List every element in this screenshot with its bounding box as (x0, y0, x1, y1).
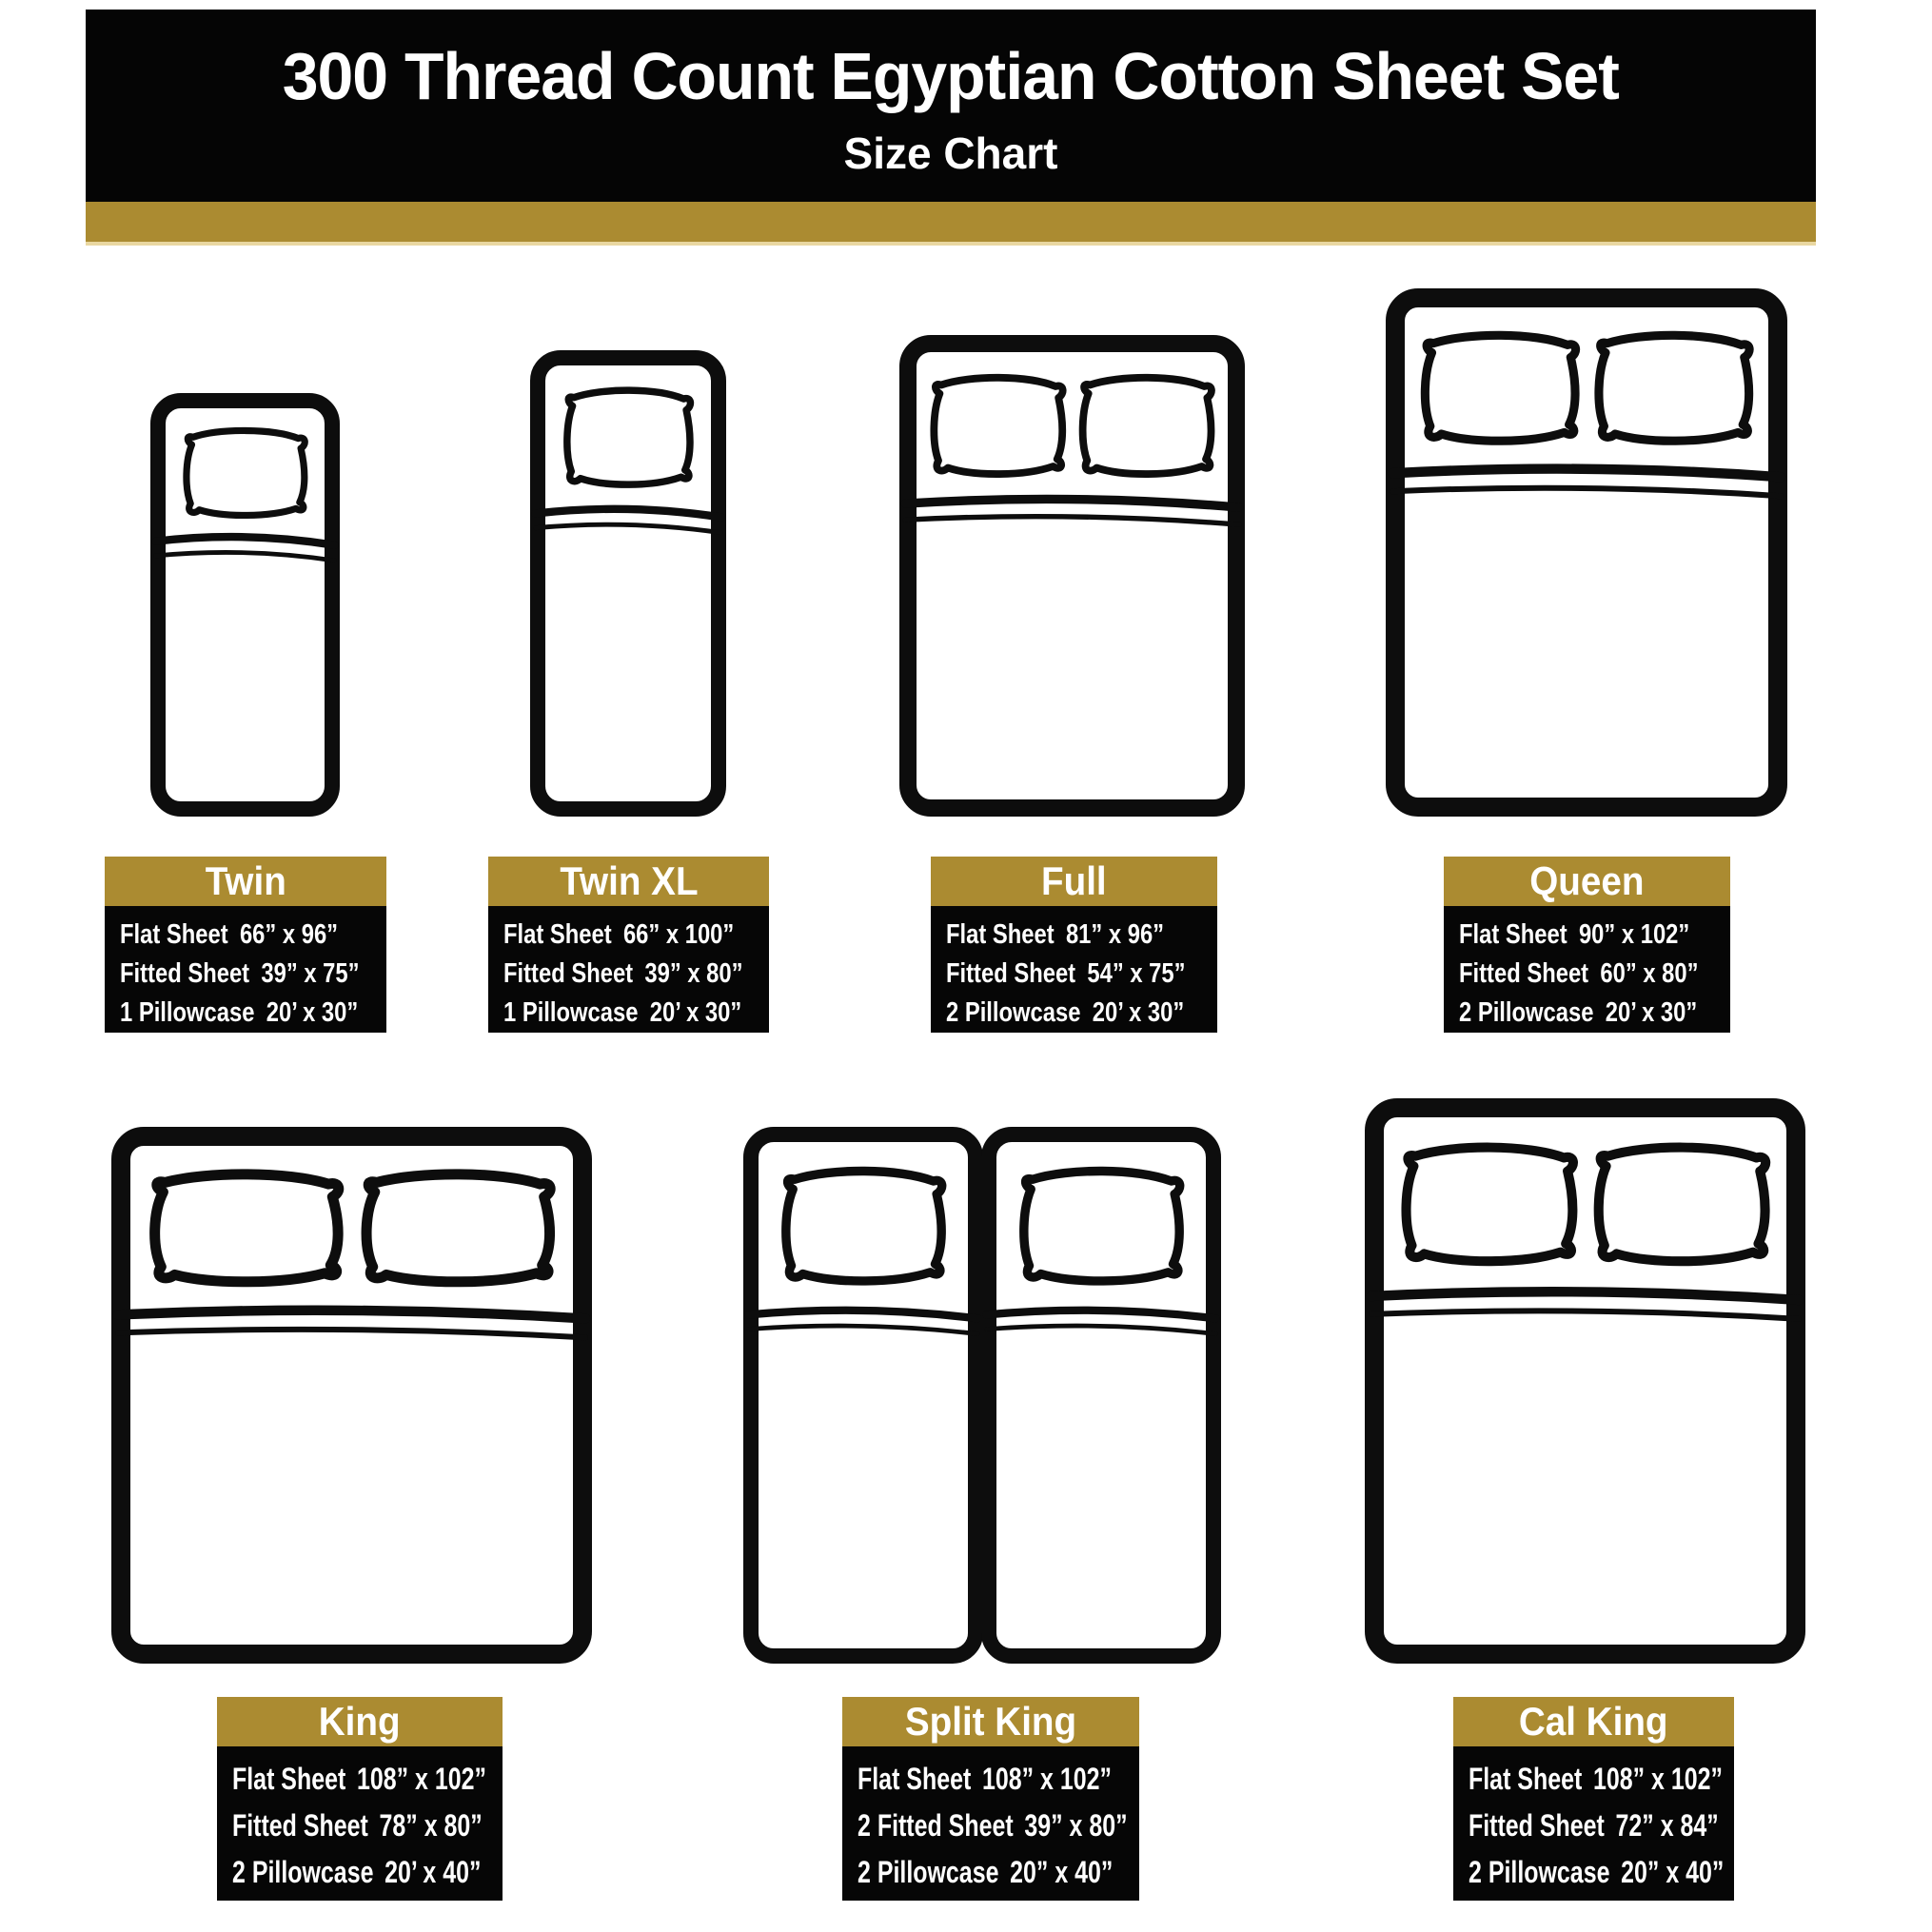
spec-item: 2 Pillowcase (858, 1855, 999, 1889)
spec-row (120, 955, 360, 994)
spec-box-full (931, 906, 1217, 1033)
spec-size: 20’ x 40” (384, 1855, 482, 1889)
spec-row (858, 1849, 1114, 1896)
size-label-twin-xl (488, 857, 769, 906)
size-name-text: Cal King (1519, 1699, 1668, 1744)
spec-box-queen (1444, 906, 1730, 1033)
size-name-text: Queen (1529, 858, 1645, 903)
spec-item: Fitted Sheet (1469, 1808, 1605, 1843)
spec-row (1459, 916, 1690, 955)
bed-twin (156, 401, 335, 809)
spec-row (946, 994, 1185, 1033)
spec-size: 72” x 84” (1615, 1808, 1719, 1843)
spec-item: 2 Pillowcase (946, 997, 1081, 1028)
spec-item: 2 Pillowcase (1469, 1855, 1610, 1889)
size-name-text: King (319, 1699, 401, 1744)
spec-row (1459, 955, 1699, 994)
spec-box-twin (105, 906, 386, 1033)
spec-item: Flat Sheet (120, 919, 228, 950)
spec-item: 2 Pillowcase (232, 1855, 374, 1889)
spec-row (1459, 994, 1698, 1033)
spec-row (503, 994, 742, 1033)
spec-row (1469, 1849, 1725, 1896)
size-name-text: Split King (904, 1699, 1077, 1744)
spec-item: Fitted Sheet (232, 1808, 368, 1843)
spec-row (1469, 1756, 1723, 1803)
spec-size: 78” x 80” (379, 1808, 483, 1843)
bed-split-king (749, 1134, 1216, 1656)
spec-box-king (217, 1746, 503, 1901)
panel-cal-king (1453, 1697, 1734, 1901)
page-subtitle: Size Chart (843, 128, 1058, 178)
bed-cal-king (1371, 1108, 1799, 1654)
spec-row (232, 1803, 483, 1849)
spec-row (1469, 1803, 1719, 1849)
spec-item: Fitted Sheet (120, 958, 250, 989)
spec-row (232, 1849, 482, 1896)
bed-full (905, 344, 1238, 808)
spec-item: Flat Sheet (858, 1762, 972, 1796)
spec-item: Flat Sheet (503, 919, 612, 950)
spec-row (120, 916, 339, 955)
bed-twin-xl (536, 358, 721, 809)
spec-item: Flat Sheet (1469, 1762, 1583, 1796)
spec-box-cal-king (1453, 1746, 1734, 1901)
spec-item: Fitted Sheet (946, 958, 1076, 989)
spec-size: 39” x 75” (261, 958, 360, 989)
spec-row (858, 1803, 1128, 1849)
panel-queen (1444, 857, 1730, 1033)
spec-size: 66” x 100” (622, 919, 735, 950)
spec-size: 20’ x 30” (649, 997, 742, 1028)
page-title: 300 Thread Count Egyptian Cotton Sheet Set (282, 39, 1620, 113)
spec-size: 108” x 102” (981, 1762, 1112, 1796)
spec-row (232, 1756, 486, 1803)
spec-size: 20” x 40” (1010, 1855, 1114, 1889)
spec-size: 90” x 102” (1578, 919, 1690, 950)
spec-item: Fitted Sheet (503, 958, 634, 989)
size-name-text: Twin (205, 858, 286, 903)
panel-twin (105, 857, 386, 1033)
spec-size: 20’ x 30” (266, 997, 359, 1028)
spec-size: 108” x 102” (356, 1762, 486, 1796)
spec-size: 39” x 80” (1024, 1808, 1128, 1843)
size-label-split-king (842, 1697, 1139, 1746)
panel-twin-xl (488, 857, 769, 1033)
spec-box-twin-xl (488, 906, 769, 1033)
spec-item: Flat Sheet (946, 919, 1055, 950)
spec-row (858, 1756, 1112, 1803)
panel-king (217, 1697, 503, 1901)
spec-item: Flat Sheet (1459, 919, 1567, 950)
spec-size: 81” x 96” (1065, 919, 1165, 950)
spec-size: 60” x 80” (1600, 958, 1699, 989)
spec-size: 54” x 75” (1087, 958, 1186, 989)
spec-size: 20’ x 30” (1092, 997, 1185, 1028)
spec-size: 108” x 102” (1592, 1762, 1723, 1796)
spec-row (503, 916, 735, 955)
size-label-twin (105, 857, 386, 906)
spec-row (120, 994, 359, 1033)
spec-row (946, 916, 1169, 955)
spec-item: 1 Pillowcase (503, 997, 639, 1028)
size-label-queen (1444, 857, 1730, 906)
spec-item: 2 Fitted Sheet (858, 1808, 1014, 1843)
spec-item: Fitted Sheet (1459, 958, 1589, 989)
panel-full (931, 857, 1217, 1033)
spec-size: 20’ x 30” (1605, 997, 1698, 1028)
spec-row (503, 955, 743, 994)
panel-split-king (842, 1697, 1139, 1901)
size-label-king (217, 1697, 503, 1746)
spec-row (946, 955, 1186, 994)
spec-item: Flat Sheet (232, 1762, 346, 1796)
spec-box-split-king (842, 1746, 1139, 1901)
size-label-cal-king (1453, 1697, 1734, 1746)
spec-item: 2 Pillowcase (1459, 997, 1594, 1028)
bed-king (118, 1136, 585, 1654)
size-label-full (931, 857, 1217, 906)
spec-item: 1 Pillowcase (120, 997, 255, 1028)
size-name-text: Twin XL (559, 858, 699, 903)
bed-queen (1392, 298, 1781, 807)
spec-size: 20” x 40” (1621, 1855, 1725, 1889)
spec-size: 39” x 80” (644, 958, 743, 989)
size-name-text: Full (1041, 858, 1107, 903)
spec-size: 66” x 96” (239, 919, 339, 950)
